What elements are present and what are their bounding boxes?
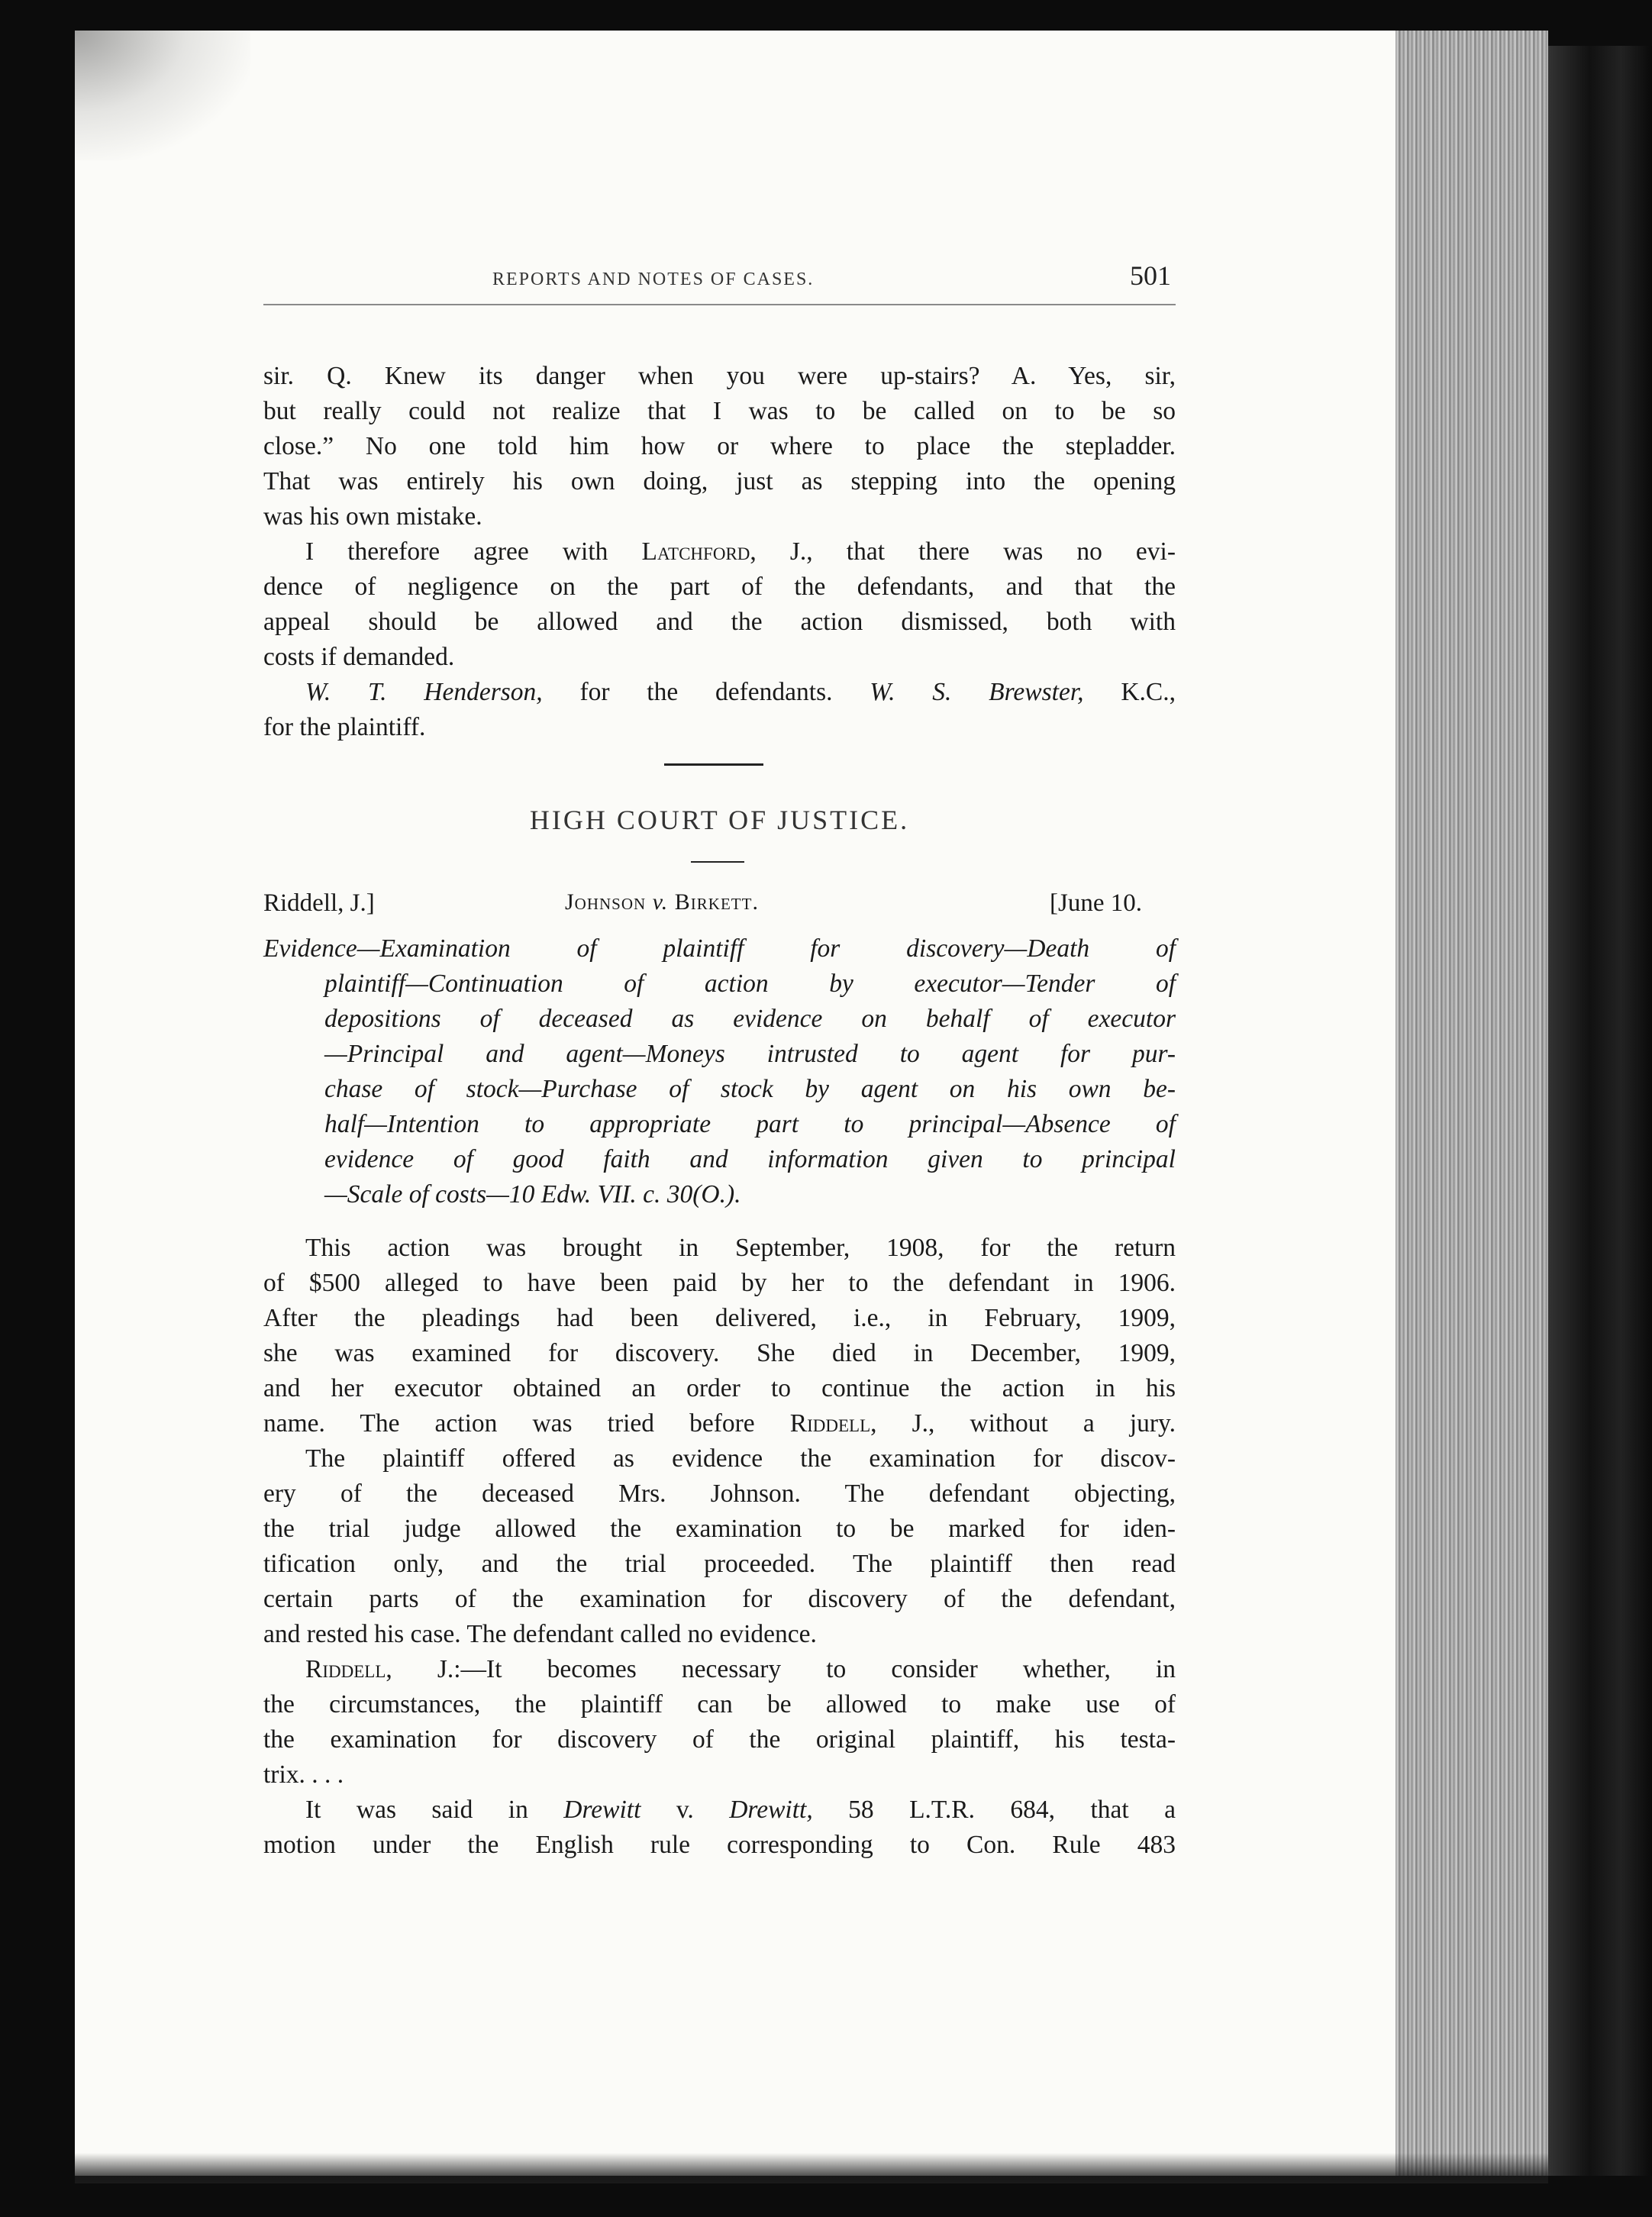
headnote-line: half—Intention to appropriate part to principal—Absence of <box>324 1110 1176 1138</box>
text-line: tification only, and the trial proceeded. The plaintiff then read <box>263 1550 1176 1578</box>
text-line: After the pleadings had been delivered, i.e., in February, 1909, <box>263 1304 1176 1332</box>
text-line: dence of negligence on the part of the defendants, and that the <box>263 573 1176 601</box>
text-line <box>305 534 1176 570</box>
text-line: certain parts of the examination for discovery of the defendant, <box>263 1585 1176 1613</box>
header-rule <box>263 304 1176 305</box>
bottom-edge-shadow <box>75 2153 1548 2183</box>
text-line: appeal should be allowed and the action dismissed, both with <box>263 608 1176 636</box>
page-edges-strip <box>1395 31 1548 2176</box>
text-line: and her executor obtained an order to continue the action in his <box>263 1374 1176 1402</box>
headnote-line: Evidence—Examination of plaintiff for discovery—Death of <box>263 934 1176 963</box>
text-line: ery of the deceased Mrs. Johnson. The defendant objecting, <box>263 1480 1176 1508</box>
text-line: the examination for discovery of the original plaintiff, his testa- <box>263 1725 1176 1754</box>
counsel-name: W. T. Henderson, <box>305 678 543 706</box>
court-heading: HIGH COURT OF JUSTICE. <box>529 805 910 835</box>
headnote-line: plaintiff—Continuation of action by executor—Tender of <box>324 970 1176 998</box>
judge-name: Riddell <box>305 1655 386 1683</box>
text-run: for the defendants. <box>542 678 870 706</box>
case-citation-name: Drewitt <box>563 1796 641 1824</box>
text-line <box>263 1406 1176 1441</box>
text-line: close.” No one told him how or where to place the stepladder. <box>263 432 1176 460</box>
text-line: The plaintiff offered as evidence the examination for discov- <box>305 1444 1176 1473</box>
case-title <box>565 889 759 915</box>
headnote-line: chase of stock—Purchase of stock by agent on his own be- <box>324 1075 1176 1103</box>
case-versus: v. <box>646 889 675 915</box>
headnote-line: —Principal and agent—Moneys intrusted to agent for pur- <box>324 1040 1176 1068</box>
text-line: the trial judge allowed the examination to be marked for iden- <box>263 1515 1176 1543</box>
headnote-line: —Scale of costs—10 Edw. VII. c. 30(O.). <box>324 1180 741 1209</box>
text-line: This action was brought in September, 1908, for the return <box>305 1234 1176 1262</box>
scan-corner-smudge <box>75 31 250 160</box>
text-line: trix. . . . <box>263 1760 344 1789</box>
case-defendant: Birkett. <box>674 889 759 915</box>
judge-name: Riddell <box>789 1409 871 1438</box>
text-line <box>305 1652 1176 1687</box>
judge-name: Latchford <box>641 537 750 566</box>
text-run: v. <box>640 1796 730 1824</box>
page-number: 501 <box>1130 260 1171 291</box>
section-rule <box>691 861 744 863</box>
text-line: was his own mistake. <box>263 502 482 531</box>
text-run: It was said in <box>305 1796 564 1824</box>
text-run: K.C., <box>1083 678 1176 706</box>
text-line: That was entirely his own doing, just as stepping into the opening <box>263 467 1176 495</box>
text-line: for the plaintiff. <box>263 713 426 741</box>
case-citation-name: Drewitt, <box>729 1796 813 1824</box>
case-plaintiff: Johnson <box>565 889 647 915</box>
text-run: , J.:—It becomes necessary to consider whether, in <box>386 1655 1176 1683</box>
counsel-name: W. S. Brewster, <box>870 678 1084 706</box>
text-line <box>305 1793 1176 1828</box>
text-line: she was examined for discovery. She died in December, 1909, <box>263 1339 1176 1367</box>
text-line: and rested his case. The defendant called no evidence. <box>263 1620 817 1648</box>
headnote-line: depositions of deceased as evidence on behalf of executor <box>324 1005 1176 1033</box>
text-run: , J., that there was no evi- <box>750 537 1176 566</box>
text-run: 58 L.T.R. 684, that a <box>812 1796 1176 1824</box>
section-rule <box>664 763 763 766</box>
text-line: but really could not realize that I was to be called on to be so <box>263 397 1176 425</box>
text-line: the circumstances, the plaintiff can be allowed to make use of <box>263 1690 1176 1718</box>
case-date: [June 10. <box>1050 889 1142 917</box>
text-line: motion under the English rule corresponding to Con. Rule 483 <box>263 1831 1176 1859</box>
text-run: name. The action was tried before <box>263 1409 755 1438</box>
headnote-line: evidence of good faith and information given to principal <box>324 1145 1176 1173</box>
running-head: REPORTS AND NOTES OF CASES. <box>492 269 815 289</box>
book-binding-shadow <box>1548 46 1652 2176</box>
text-line: of $500 alleged to have been paid by her to the defendant in 1906. <box>263 1269 1176 1297</box>
text-line: costs if demanded. <box>263 643 455 671</box>
counsel-line <box>305 675 1176 710</box>
text-line: sir. Q. Knew its danger when you were up-stairs? A. Yes, sir, <box>263 362 1176 390</box>
case-judge: Riddell, J.] <box>263 889 375 917</box>
text-run: , J., without a jury. <box>870 1409 1176 1438</box>
text-run: I therefore agree with <box>305 537 608 566</box>
